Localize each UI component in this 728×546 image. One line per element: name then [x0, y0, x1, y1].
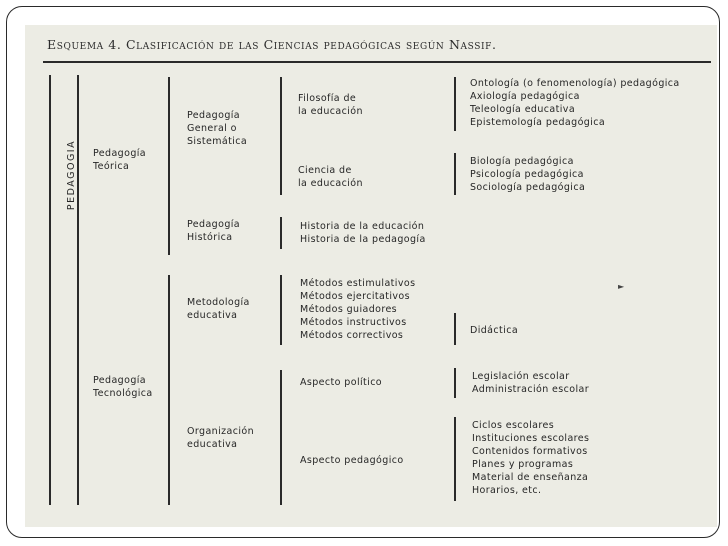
list-item: Sociología pedagógica: [470, 182, 586, 193]
slide-frame: [6, 6, 720, 538]
list-item: Contenidos formativos: [472, 446, 588, 457]
organizacion-bracket: [280, 370, 282, 505]
list-item: Axiología pedagógica: [470, 91, 580, 102]
list-item: Administración escolar: [472, 384, 590, 395]
tecnologica-bracket: [168, 275, 170, 505]
list-item: Instituciones escolares: [472, 433, 590, 444]
label-filosofia: Filosofía de la educación: [298, 93, 363, 117]
filosofia-bracket: [454, 77, 456, 131]
label-aspecto-politico: Aspecto político: [300, 377, 383, 388]
metodologia-bracket: [280, 275, 282, 345]
list-item: Legislación escolar: [472, 371, 570, 382]
pedagogico-list: [472, 419, 589, 497]
list-item: Planes y programas: [472, 459, 574, 470]
diagram-title: Esquema 4. Clasificación de las Ciencias pedagógicas según Nassif.: [47, 37, 497, 52]
title-underline: [43, 61, 711, 63]
historica-list: [300, 220, 426, 246]
ciencia-list: [470, 155, 585, 194]
root-bracket: [49, 75, 51, 505]
scanned-diagram: [25, 25, 717, 527]
list-item: Historia de la pedagogía: [300, 234, 426, 245]
list-item: Biología pedagógica: [470, 156, 574, 167]
label-ciencia: Ciencia de la educación: [298, 165, 363, 189]
label-pedagogia-teorica: Pedagogía Teórica: [93, 148, 147, 172]
list-item: Métodos instructivos: [300, 317, 407, 328]
label-organizacion: Organización educativa: [187, 426, 255, 450]
list-item: Material de enseñanza: [472, 472, 589, 483]
list-item: Psicología pedagógica: [470, 169, 584, 180]
metodos-list: [300, 277, 415, 342]
label-metodologia: Metodología educativa: [187, 297, 250, 321]
label-didactica: Didáctica: [470, 325, 519, 336]
label-pedagogia-historica: Pedagogía Histórica: [187, 219, 241, 243]
list-item: Ontología (o fenomenología) pedagógica: [470, 78, 680, 89]
list-item: Teleología educativa: [470, 104, 576, 115]
list-item: Ciclos escolares: [472, 420, 555, 431]
label-aspecto-pedagogico: Aspecto pedagógico: [300, 455, 404, 466]
historica-bracket: [280, 217, 282, 249]
list-item: Horarios, etc.: [472, 485, 542, 496]
politico-bracket: [454, 368, 456, 398]
list-item: Epistemología pedagógica: [470, 117, 606, 128]
stray-mark-icon: ►: [618, 282, 625, 291]
didactica-bracket: [454, 313, 456, 345]
list-item: Métodos ejercitativos: [300, 291, 410, 302]
label-pedagogia-tecnologica: Pedagogía Tecnológica: [93, 375, 153, 399]
filosofia-list: [470, 77, 680, 129]
ciencia-bracket: [454, 153, 456, 195]
politico-list: [472, 370, 589, 396]
general-bracket: [280, 77, 282, 195]
root-label: PEDAGOGIA: [66, 139, 77, 211]
level1-bracket: [77, 75, 79, 505]
list-item: Métodos correctivos: [300, 330, 404, 341]
list-item: Historia de la educación: [300, 221, 425, 232]
label-pedagogia-general: Pedagogía General o Sistemática: [187, 110, 248, 147]
teorica-bracket: [168, 77, 170, 255]
list-item: Métodos guiadores: [300, 304, 398, 315]
list-item: Métodos estimulativos: [300, 278, 416, 289]
pedagogico-bracket: [454, 417, 456, 501]
